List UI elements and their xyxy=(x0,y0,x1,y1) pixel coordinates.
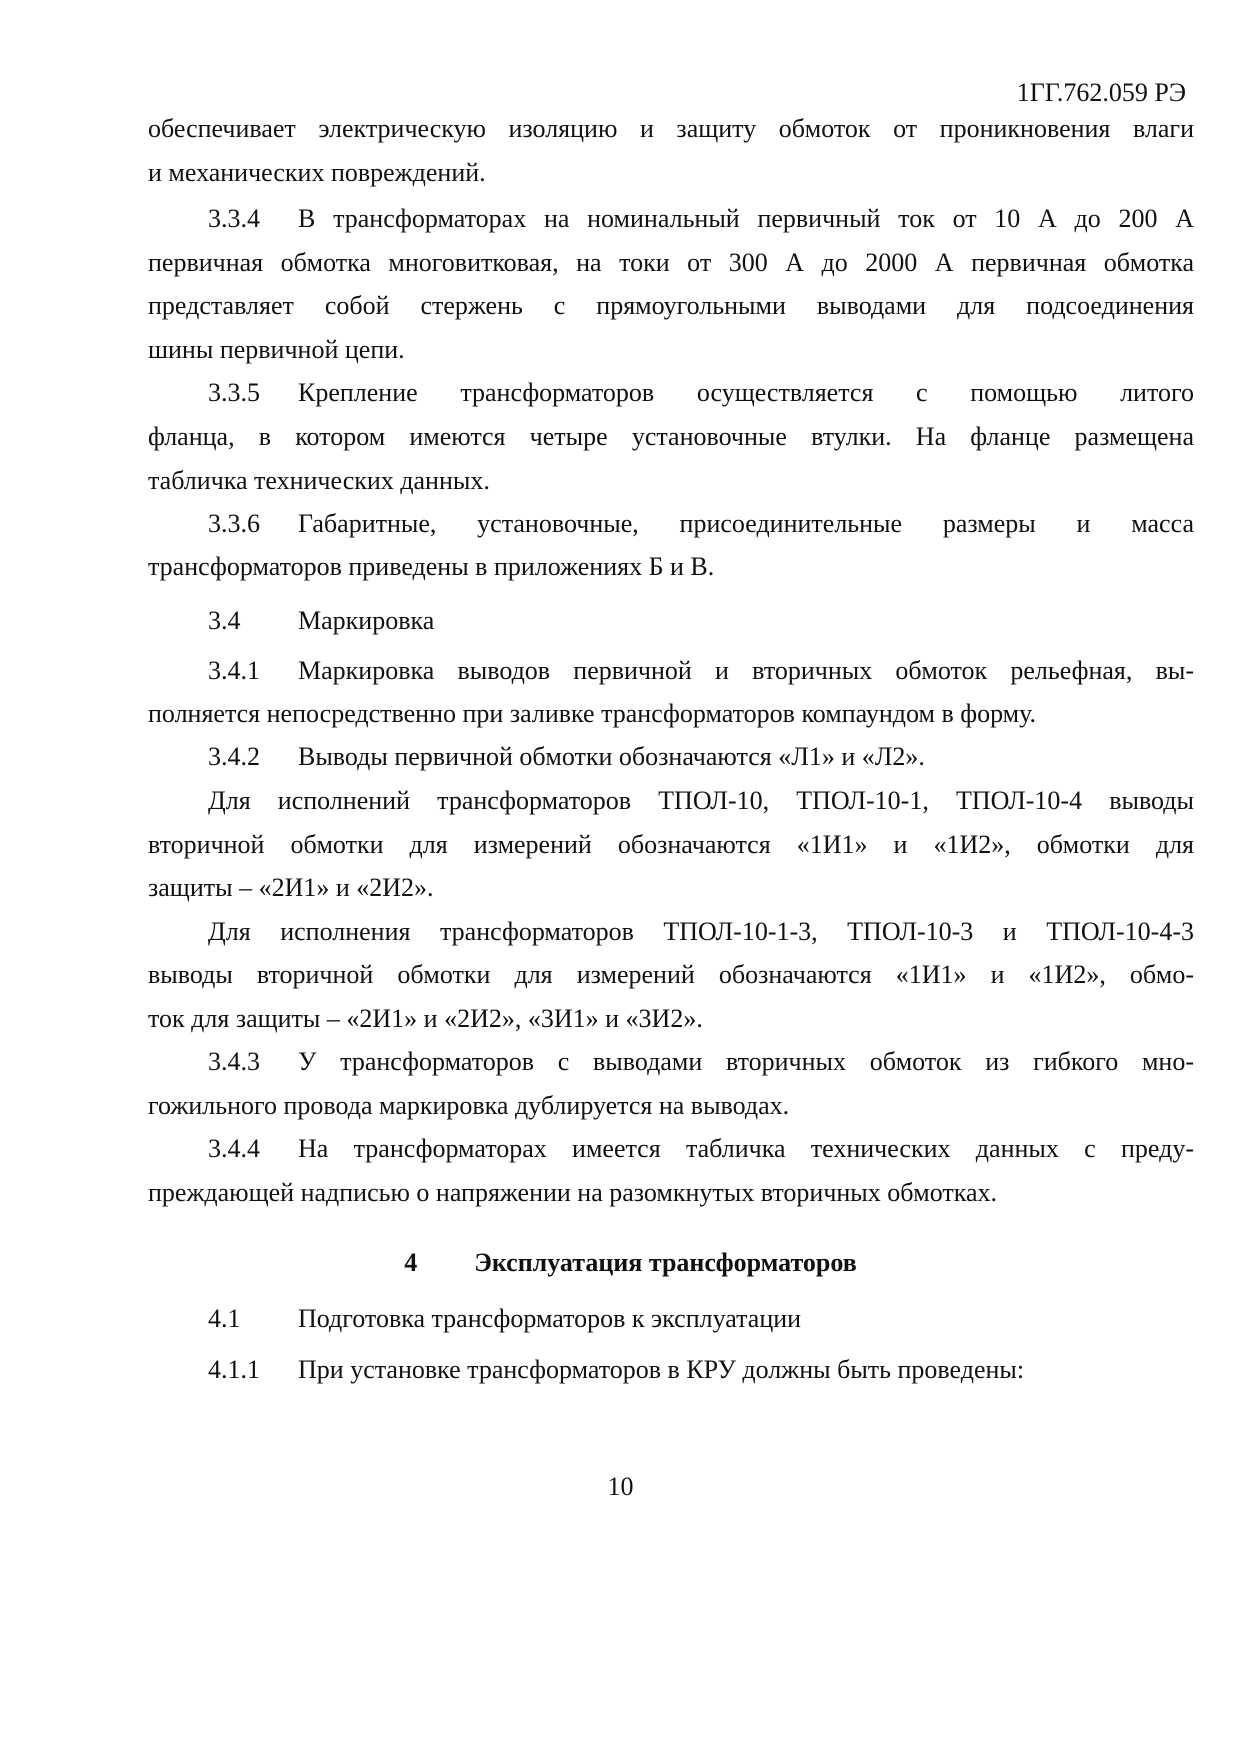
text-line: табличка технических данных. xyxy=(148,466,490,495)
section-title: Подготовка трансформаторов к эксплуатации xyxy=(298,1304,802,1333)
text-line: вторичной обмотки для измерений обозначаются «1И1» и «1И2», обмотки для xyxy=(148,830,1194,859)
document-code: 1ГГ.762.059 РЭ xyxy=(1016,78,1186,107)
section-number: 3.4 xyxy=(208,606,241,635)
paragraph-3-4-2-line xyxy=(148,742,1194,772)
text-line: гожильного провода маркировка дублируется на выводах. xyxy=(148,1091,790,1120)
text: В трансформаторах на номинальный первичный ток от 10 А до 200 А xyxy=(298,204,1194,233)
paragraph-3-4-4-line xyxy=(148,1134,1194,1164)
subsection-heading-4-1 xyxy=(148,1304,1194,1334)
text-line: Для исполнения трансформаторов ТПОЛ-10-1-3, ТПОЛ-10-3 и ТПОЛ-10-4-3 xyxy=(208,917,1194,946)
clause-number: 3.4.1 xyxy=(208,656,260,685)
section-title: Маркировка xyxy=(298,606,435,635)
clause-number: 3.4.2 xyxy=(208,742,260,771)
text: У трансформаторов с выводами вторичных обмоток из гибкого мно- xyxy=(298,1047,1194,1076)
clause-number: 3.4.4 xyxy=(208,1134,260,1163)
paragraph-3-4-1-line xyxy=(148,656,1194,686)
section-number: 4 xyxy=(404,1248,418,1277)
paragraph-3-3-4-line xyxy=(148,204,1194,234)
clause-number: 3.4.3 xyxy=(208,1047,260,1076)
page-number: 10 xyxy=(607,1472,634,1501)
clause-number: 3.3.6 xyxy=(208,509,260,538)
clause-number: 3.3.5 xyxy=(208,378,260,407)
text-line: выводы вторичной обмотки для измерений обозначаются «1И1» и «1И2», обмо- xyxy=(148,960,1194,989)
text-line: представляет собой стержень с прямоугольными выводами для подсоединения xyxy=(148,291,1194,320)
text-line: и механических повреждений. xyxy=(148,158,486,187)
text: Крепление трансформаторов осуществляется с помощью литого xyxy=(298,378,1194,407)
section-title: Эксплуатация трансформаторов xyxy=(474,1248,857,1277)
paragraph-3-4-3-line xyxy=(148,1047,1194,1077)
text-line: шины первичной цепи. xyxy=(148,335,405,364)
text: Маркировка выводов первичной и вторичных обмоток рельефная, вы- xyxy=(298,656,1194,685)
paragraph-3-3-6-line xyxy=(148,509,1194,539)
text: На трансформаторах имеется табличка технических данных с преду- xyxy=(298,1134,1194,1163)
text-line: Для исполнений трансформаторов ТПОЛ-10, ТПОЛ-10-1, ТПОЛ-10-4 выводы xyxy=(208,786,1194,815)
text: Габаритные, установочные, присоединительные размеры и масса xyxy=(298,509,1194,538)
subsection-heading-3-4 xyxy=(148,606,1194,636)
text: Выводы первичной обмотки обозначаются «Л1» и «Л2». xyxy=(298,742,925,771)
paragraph-4-1-1-line xyxy=(148,1355,1194,1385)
text-line: фланца, в котором имеются четыре установочные втулки. На фланце размещена xyxy=(148,422,1194,451)
text-line: защиты – «2И1» и «2И2». xyxy=(148,873,434,902)
text-line: ток для защиты – «2И1» и «2И2», «3И1» и «3И2». xyxy=(148,1004,703,1033)
section-heading-4 xyxy=(0,1248,1241,1278)
text-line: трансформаторов приведены в приложениях Б и В. xyxy=(148,552,715,581)
section-number: 4.1 xyxy=(208,1304,241,1333)
text-line: обеспечивает электрическую изоляцию и защиту обмоток от проникновения влаги xyxy=(148,114,1194,143)
paragraph-3-3-5-line xyxy=(148,378,1194,408)
text: При установке трансформаторов в КРУ должны быть проведены: xyxy=(298,1355,1025,1384)
clause-number: 3.3.4 xyxy=(208,204,260,233)
text-line: полняется непосредственно при заливке трансформаторов компаундом в форму. xyxy=(148,699,1037,728)
text-line: преждающей надписью о напряжении на разомкнутых вторичных обмотках. xyxy=(148,1178,997,1207)
clause-number: 4.1.1 xyxy=(208,1355,260,1384)
text-line: первичная обмотка многовитковая, на токи от 300 А до 2000 А первичная обмотка xyxy=(148,248,1194,277)
